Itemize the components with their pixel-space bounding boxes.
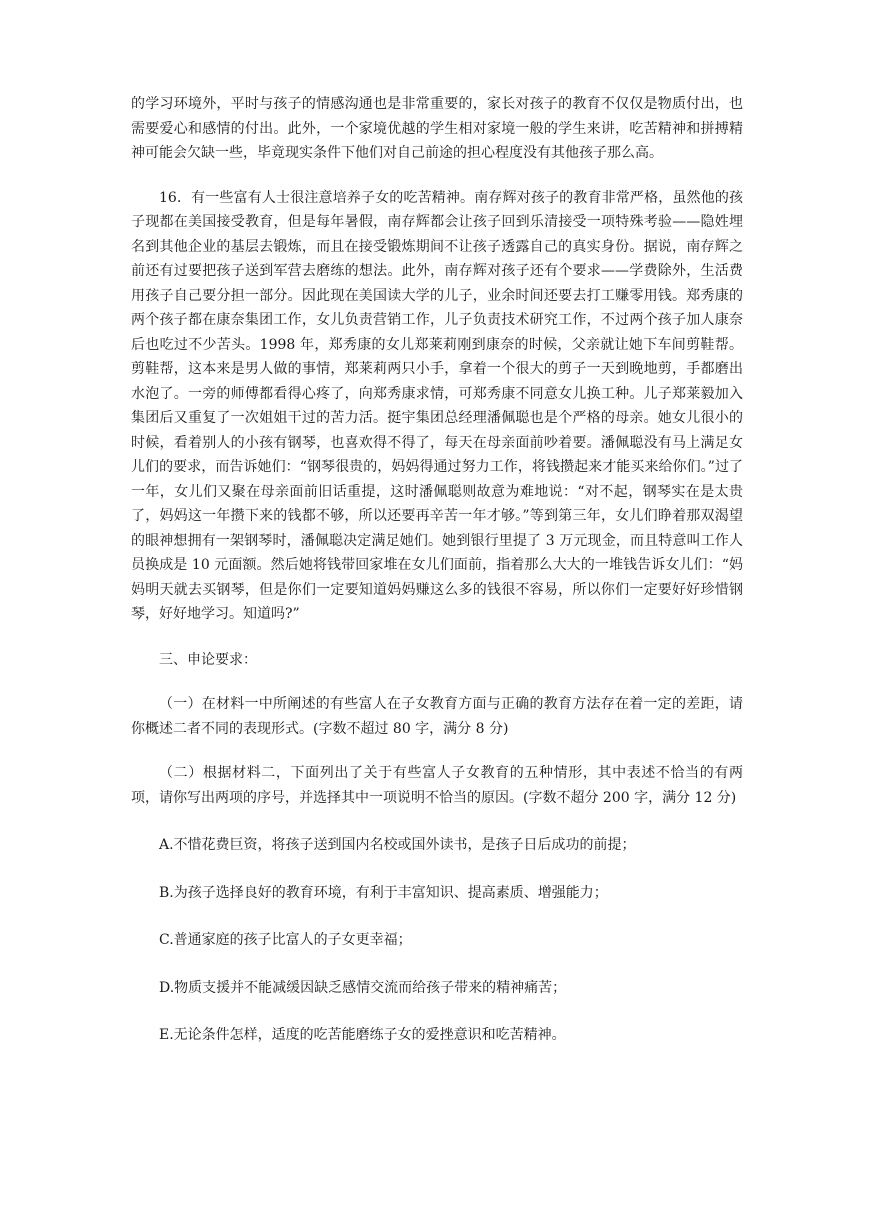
requirement-1: （一）在材料一中所阐述的有些富人在子女教育方面与正确的教育方法存在着一定的差距，请你概述二者不同的表现形式。(字数不超过 80 字，满分 8 分): [131, 696, 743, 737]
option-b: B.为孩子选择良好的教育环境，有利于丰富知识、提高素质、增强能力；: [159, 884, 608, 901]
option-c: C.普通家庭的孩子比富人的子女更幸福；: [159, 932, 412, 948]
document-body: [131, 92, 743, 1048]
section-heading: 三、申论要求：: [159, 651, 257, 668]
material-paragraph-16: 16．有一些富有人士很注意培养子女的吃苦精神。南存辉对孩子的教育非常严格，虽然他的孩子现都在美国接受教育，但是每年暑假，南存辉都会让孩子回到乐清接受一项特殊考验——隐姓埋名到其他企业的基层去锻炼，而且在接受锻炼期间不让孩子透露自己的真实身份。据说，南存辉之前还有过要把孩子送到军营去磨练的想法。此外，南存辉对孩子还有个要求——学费除外，生活费用孩子自己要分担一部分。因此现在美国读大学的儿子，业余时间还要去打工赚零用钱。郑秀康的两个孩子都在康奈集团工作，女儿负责营销工作，儿子负责技术研究工作，不过两个孩子加人康奈后也吃过不少苦头。1998 年，郑秀康的女儿郑莱莉刚到康奈的时候，父亲就让她下车间剪鞋帮。剪鞋帮，这本来是男人做的事情，郑莱莉两只小手，拿着一个很大的剪子一天到晚地剪，手都磨出水泡了。一旁的师傅都看得心疼了，向郑秀康求情，可郑秀康不同意女儿换工种。儿子郑莱毅加入集团后又重复了一次姐姐干过的苦力活。挺宇集团总经理潘佩聪也是个严格的母亲。她女儿很小的时候，看着别人的小孩有钢琴，也喜欢得不得了，每天在母亲面前吵着要。潘佩聪没有马上满足女儿们的要求，而告诉她们：“钢琴很贵的，妈妈得通过努力工作，将钱攒起来才能买来给你们。”过了一年，女儿们又聚在母亲面前旧话重提，这时潘佩聪则故意为难地说：“对不起，钢琴实在是太贵了，妈妈这一年攒下来的钱都不够，所以还要再辛苦一年才够。”等到第三年，女儿们睁着那双渴望的眼神想拥有一架钢琴时，潘佩聪决定满足她们。她到银行里提了 3 万元现金，而且特意叫工作人员换成是 10 元面额。然后她将钱带回家堆在女儿们面前，指着那么大大的一堆钱告诉女儿们：“妈妈明天就去买钢琴，但是你们一定要知道妈妈赚这么多的钱很不容易，所以你们一定要好好珍惜钢琴，好好地学习。知道吗?”: [131, 189, 743, 622]
option-e: E.无论条件怎样，适度的吃苦能磨练子女的爱挫意识和吃苦精神。: [159, 1027, 566, 1043]
continuation-paragraph: 的学习环境外，平时与孩子的情感沟通也是非常重要的，家长对孩子的教育不仅仅是物质付出，也需要爱心和感情的付出。此外，一个家境优越的学生相对家境一般的学生来讲，吃苦精神和拼搏精神可能会欠缺一些，毕竟现实条件下他们对自己前途的担心程度没有其他孩子那么高。: [131, 96, 743, 161]
requirement-2: （二）根据材料二，下面列出了关于有些富人子女教育的五种情形，其中表述不恰当的有两项，请你写出两项的序号，并选择其中一项说明不恰当的原因。(字数不超分 200 字，满分 12 分): [131, 765, 743, 806]
option-d: D.物质支援并不能减缓因缺乏感情交流而给孩子带来的精神痛苦；: [159, 979, 567, 996]
option-a: A.不惜花费巨资，将孩子送到国内名校或国外读书，是孩子日后成功的前提；: [159, 837, 636, 853]
